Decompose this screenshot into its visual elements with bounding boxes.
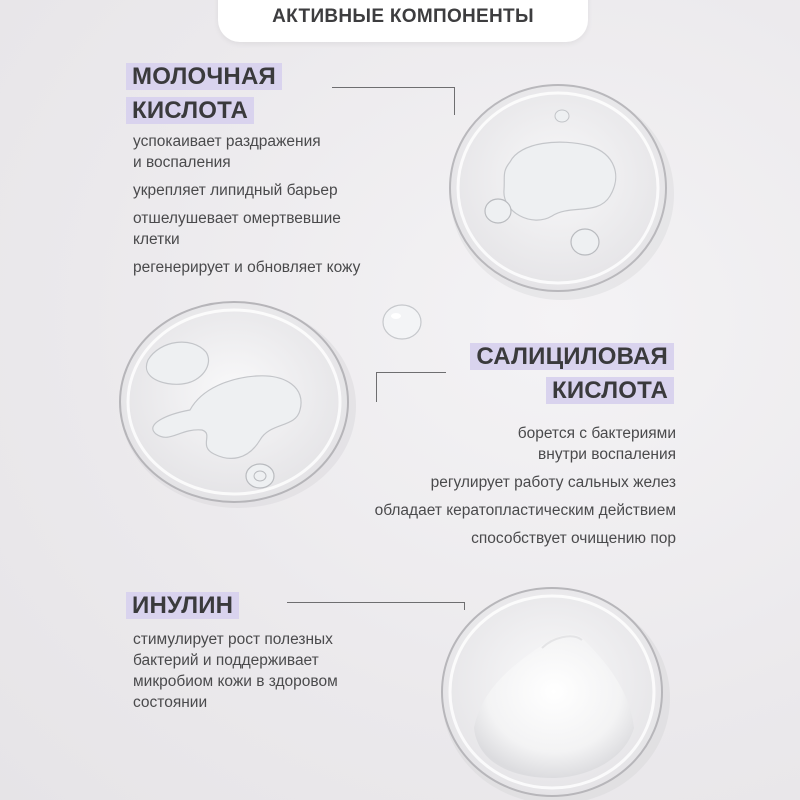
heading-line: САЛИЦИЛОВАЯ xyxy=(470,343,674,370)
petri-dish-powder-image xyxy=(434,578,674,800)
droplet-image xyxy=(380,302,424,342)
section-heading-salicylic-acid xyxy=(452,340,674,408)
heading-line: МОЛОЧНАЯ xyxy=(126,63,282,90)
benefit-item: регулирует работу сальных желез xyxy=(430,474,676,491)
benefit-item: стимулирует рост полезных бактерий и поддерживает микробиом кожи в здоровом состоянии xyxy=(133,631,338,711)
petri-dish-liquid-image xyxy=(440,76,680,306)
section-list-lactic-acid xyxy=(133,131,433,285)
benefit-item: борется с бактериями внутри воспаления xyxy=(517,425,676,463)
section-list-salicylic-acid xyxy=(296,423,676,556)
section-list-inulin xyxy=(133,629,433,720)
section-heading-lactic-acid xyxy=(126,60,282,128)
title-banner xyxy=(218,0,588,42)
section-heading-inulin xyxy=(126,589,239,623)
benefit-item: успокаивает раздражения и воспаления xyxy=(133,133,321,171)
benefit-item: укрепляет липидный барьер xyxy=(133,182,338,199)
connector-line xyxy=(332,87,454,88)
heading-line: КИСЛОТА xyxy=(546,377,674,404)
heading-line: КИСЛОТА xyxy=(126,97,254,124)
heading-line: ИНУЛИН xyxy=(126,592,239,619)
connector-line xyxy=(376,372,446,373)
page-title: АКТИВНЫЕ КОМПОНЕНТЫ xyxy=(272,6,534,27)
benefit-item: способствует очищению пор xyxy=(471,530,676,547)
connector-line xyxy=(376,372,377,402)
benefit-item: отшелушевает омертвевшие клетки xyxy=(133,210,341,248)
benefit-item: регенерирует и обновляет кожу xyxy=(133,259,361,276)
benefit-item: обладает кератопластическим действием xyxy=(374,502,676,519)
